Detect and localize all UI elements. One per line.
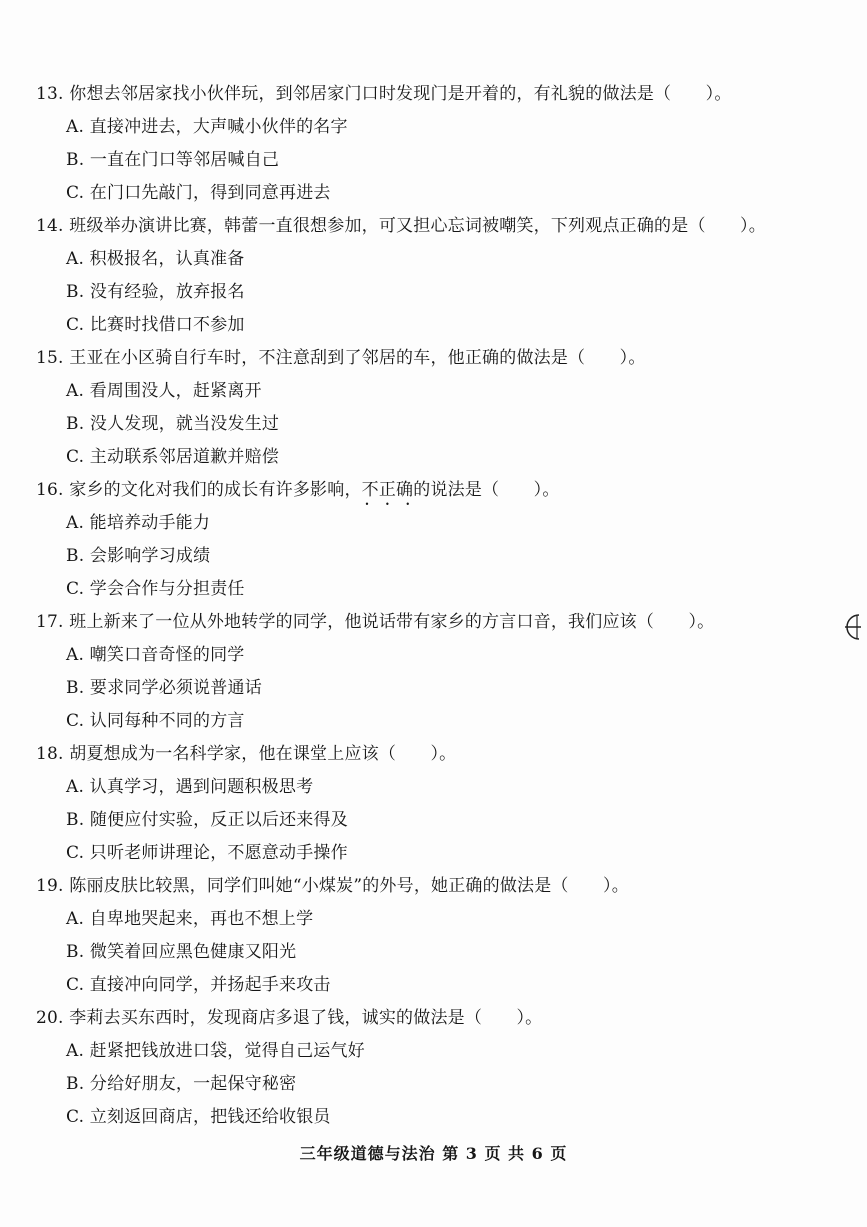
question-stem-end: 的说法是（ ）。 (413, 480, 560, 500)
option-list (36, 1035, 836, 1134)
question-list (36, 78, 836, 1134)
option-b: B. 要求同学必须说普通话 (66, 678, 262, 698)
emphasis-dotted-text: 不正确 • • (362, 474, 414, 507)
option-a: A. 嘲笑口音奇怪的同学 (66, 645, 245, 665)
question-14 (36, 210, 836, 342)
option-c: C. 只听老师讲理论，不愿意动手操作 (66, 843, 348, 863)
option-b: B. 微笑着回应黑色健康又阳光 (66, 942, 297, 962)
option-b: B. 一直在门口等邻居喊自己 (66, 150, 280, 170)
option-b: B. 随便应付实验，反正以后还来得及 (66, 810, 348, 830)
option-list (36, 375, 836, 474)
question-stem: 14. 班级举办演讲比赛，韩蕾一直很想参加，可又担心忘词被嘲笑，下列观点正确的是（ ）。 (36, 216, 766, 236)
crosshair-circle-icon (845, 612, 861, 642)
option-list (36, 111, 836, 210)
question-stem: 20. 李莉去买东西时，发现商店多退了钱，诚实的做法是（ ）。 (36, 1008, 543, 1028)
option-b: B. 没人发现，就当没发生过 (66, 414, 280, 434)
option-a: A. 看周围没人，赶紧离开 (66, 381, 262, 401)
question-20 (36, 1002, 836, 1134)
question-15 (36, 342, 836, 474)
question-18 (36, 738, 836, 870)
option-b: B. 会影响学习成绩 (66, 546, 211, 566)
question-17 (36, 606, 836, 738)
question-13 (36, 78, 836, 210)
option-c: C. 主动联系邻居道歉并赔偿 (66, 447, 280, 467)
option-c: C. 学会合作与分担责任 (66, 579, 245, 599)
question-stem: 17. 班上新来了一位从外地转学的同学，他说话带有家乡的方言口音，我们应该（ ）。 (36, 612, 715, 632)
question-stem: 15. 王亚在小区骑自行车时，不注意刮到了邻居的车，他正确的做法是（ ）。 (36, 348, 646, 368)
question-stem: 13. 你想去邻居家找小伙伴玩，到邻居家门口时发现门是开着的，有礼貌的做法是（ ）。 (36, 84, 732, 104)
option-c: C. 认同每种不同的方言 (66, 711, 245, 731)
option-list (36, 243, 836, 342)
page-footer: 三年级道德与法治 第 3 页 共 6 页 (299, 1144, 568, 1163)
option-c: C. 在门口先敲门，得到同意再进去 (66, 183, 331, 203)
option-list (36, 903, 836, 1002)
question-stem-start: 16. 家乡的文化对我们的成长有许多影响， (36, 480, 362, 500)
option-a: A. 积极报名，认真准备 (66, 249, 245, 269)
option-list (36, 771, 836, 870)
question-19 (36, 870, 836, 1002)
option-list (36, 639, 836, 738)
option-c: C. 立刻返回商店，把钱还给收银员 (66, 1107, 331, 1127)
question-stem (36, 474, 836, 507)
option-b: B. 分给好朋友，一起保守秘密 (66, 1074, 297, 1094)
option-b: B. 没有经验，放弃报名 (66, 282, 245, 302)
option-a: A. 赶紧把钱放进口袋，觉得自己运气好 (66, 1041, 365, 1061)
option-list (36, 507, 836, 606)
question-stem: 18. 胡夏想成为一名科学家，他在课堂上应该（ ）。 (36, 744, 457, 764)
option-a: A. 直接冲进去，大声喊小伙伴的名字 (66, 117, 348, 137)
question-stem: 19. 陈丽皮肤比较黑，同学们叫她“小煤炭”的外号，她正确的做法是（ ）。 (36, 876, 629, 896)
option-a: A. 能培养动手能力 (66, 513, 211, 533)
question-16 (36, 474, 836, 606)
option-c: C. 直接冲向同学，并扬起手来攻击 (66, 975, 331, 995)
option-a: A. 认真学习，遇到问题积极思考 (66, 777, 314, 797)
option-a: A. 自卑地哭起来，再也不想上学 (66, 909, 314, 929)
option-c: C. 比赛时找借口不参加 (66, 315, 245, 335)
